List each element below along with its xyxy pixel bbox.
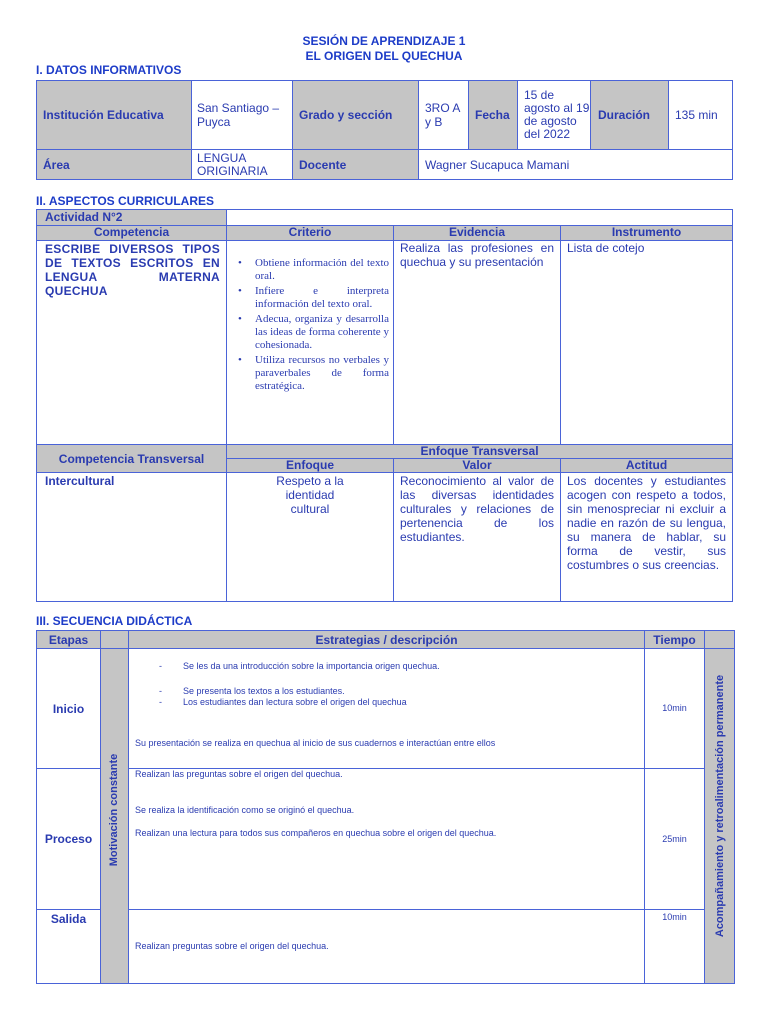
criterio-item: • Adecua, organiza y desarrolla las ideas de forma coherente y cohesionada.	[231, 313, 389, 352]
etapa-salida: Salida	[37, 910, 101, 984]
aspectos-curriculares-table	[36, 209, 733, 602]
document-title: SESIÓN DE APRENDIZAJE 1	[302, 34, 466, 48]
motivacion-label: Motivación constante	[108, 753, 120, 867]
actitud-text: Los docentes y estudiantes acogen con respeto a todos, sin menospreciar ni excluir a nadie en razón de su lengua, su manera de hablar, su forma de vestir, sus costumbres o sus creencias.	[561, 473, 733, 602]
document-subtitle: EL ORIGEN DEL QUECHUA	[305, 49, 463, 63]
grado-label: Grado y sección	[293, 81, 419, 150]
acompanamiento-label: Acompañamiento y retroalimentación permanente	[714, 674, 726, 938]
inicio-estrategias	[129, 649, 645, 769]
criterio-cell	[227, 241, 394, 445]
secuencia-didactica-table	[36, 630, 735, 984]
institucion-label: Institución Educativa	[37, 81, 192, 150]
col-acompanamiento-header	[705, 631, 735, 649]
proceso-item: Realizan una lectura para todos sus compañeros en quechua sobre el origen del quechua.	[135, 828, 497, 838]
col-motivacion-header	[101, 631, 129, 649]
salida-tiempo: 10min	[645, 910, 705, 984]
criterio-item: • Infiere e interpreta información del texto oral.	[231, 285, 389, 311]
enfoque-text: Respeto a la identidad cultural	[227, 473, 394, 602]
docente-value: Wagner Sucapuca Mamani	[419, 150, 733, 180]
col-etapas: Etapas	[37, 631, 101, 649]
col-evidencia: Evidencia	[394, 226, 561, 241]
fecha-label: Fecha	[469, 81, 518, 150]
proceso-item: Realizan las preguntas sobre el origen del quechua.	[135, 769, 343, 779]
section-heading-datos: I. DATOS INFORMATIVOS	[36, 63, 182, 77]
evidencia-text: Realiza las profesiones en quechua y su presentación	[394, 241, 561, 445]
transversal-name: Intercultural	[37, 473, 227, 602]
docente-label: Docente	[293, 150, 419, 180]
proceso-estrategias	[129, 769, 645, 910]
col-competencia: Competencia	[37, 226, 227, 241]
salida-estrategias	[129, 910, 645, 984]
competencia-text: ESCRIBE DIVERSOS TIPOS DE TEXTOS ESCRITOS EN LENGUA MATERNA QUECHUA	[37, 241, 227, 445]
comp-transversal-label: Competencia Transversal	[37, 445, 227, 473]
salida-item: Realizan preguntas sobre el origen del quechua.	[135, 941, 329, 951]
criterio-item: • Utiliza recursos no verbales y paraverbales de forma estratégica.	[231, 354, 389, 393]
col-instrumento: Instrumento	[561, 226, 733, 241]
grado-value: 3RO A y B	[419, 81, 469, 150]
section-heading-secuencia: III. SECUENCIA DIDÁCTICA	[36, 614, 193, 628]
col-tiempo: Tiempo	[645, 631, 705, 649]
actividad-label: Actividad N°2	[37, 210, 227, 226]
col-criterio: Criterio	[227, 226, 394, 241]
proceso-item: Se realiza la identificación como se originó el quechua.	[135, 805, 355, 815]
institucion-value: San Santiago – Puyca	[192, 81, 293, 150]
criterio-item: • Obtiene información del texto oral.	[231, 257, 389, 283]
actividad-value	[227, 210, 733, 226]
duracion-label: Duración	[591, 81, 669, 150]
etapa-inicio: Inicio	[37, 649, 101, 769]
col-valor: Valor	[394, 459, 561, 473]
area-value: LENGUA ORIGINARIA	[192, 150, 293, 180]
criterio-list	[231, 257, 389, 393]
motivacion-cell	[101, 649, 129, 984]
instrumento-text: Lista de cotejo	[561, 241, 733, 445]
inicio-tiempo: 10min	[645, 649, 705, 769]
enfoque-transversal-label: Enfoque Transversal	[227, 445, 733, 459]
area-label: Área	[37, 150, 192, 180]
inicio-item: Su presentación se realiza en quechua al inicio de sus cuadernos e interactúan entre ellos	[135, 738, 496, 748]
acompanamiento-cell	[705, 649, 735, 984]
col-enfoque: Enfoque	[227, 459, 394, 473]
inicio-item: - Se les da una introducción sobre la importancia origen quechua.	[159, 661, 638, 672]
proceso-tiempo: 25min	[645, 769, 705, 910]
inicio-item: - Se presenta los textos a los estudiantes.	[159, 686, 638, 697]
inicio-item: - Los estudiantes dan lectura sobre el origen del quechua	[159, 697, 638, 708]
col-estrategias: Estrategias / descripción	[129, 631, 645, 649]
valor-text: Reconocimiento al valor de las diversas identidades culturales y relaciones de pertenencia de los estudiantes.	[394, 473, 561, 602]
section-heading-aspectos: II. ASPECTOS CURRICULARES	[36, 194, 215, 208]
datos-informativos-table	[36, 80, 733, 180]
fecha-value: 15 de agosto al 19 de agosto del 2022	[518, 81, 591, 150]
duracion-value: 135 min	[669, 81, 733, 150]
etapa-proceso: Proceso	[37, 769, 101, 910]
col-actitud: Actitud	[561, 459, 733, 473]
